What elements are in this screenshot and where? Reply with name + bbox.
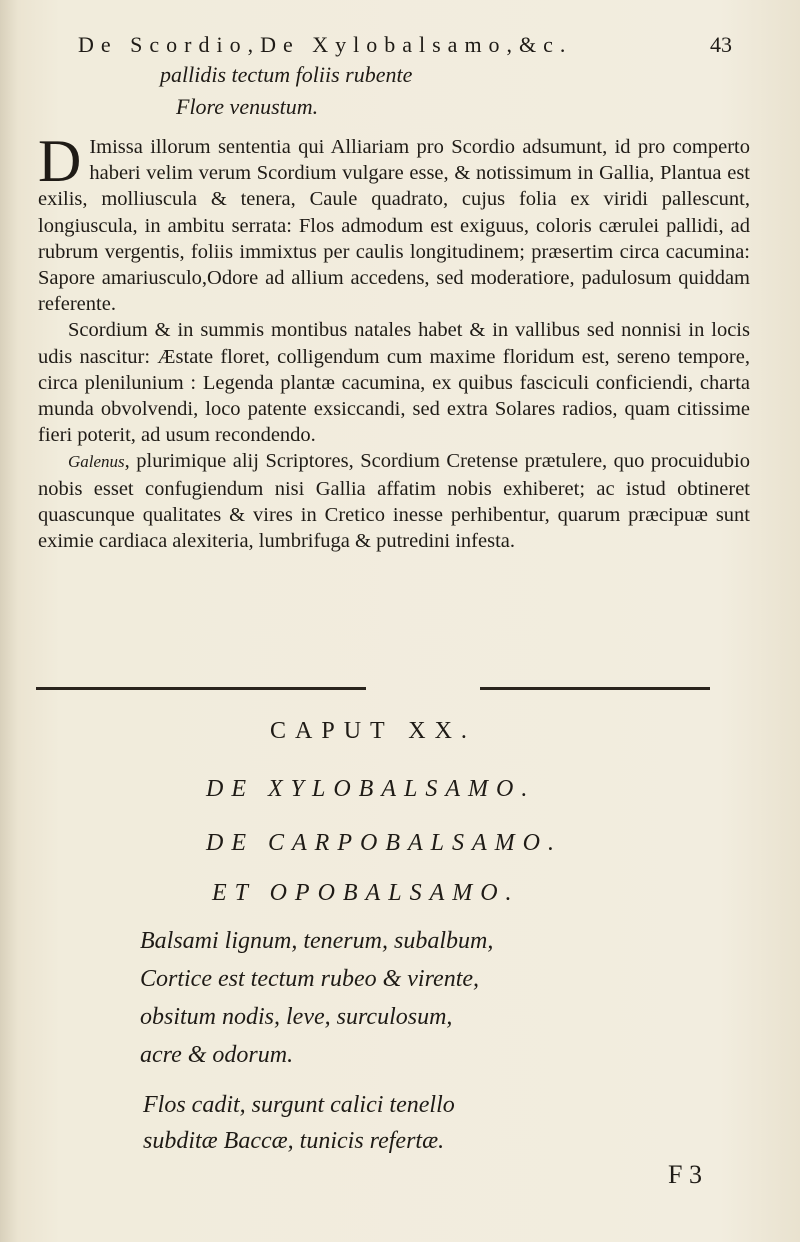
verse-line-4: acre & odorum. [140,1042,294,1068]
chapter-number: CAPUT XX. [270,718,476,744]
author-name: Galenus [68,452,125,472]
paragraph-1-text: Imissa illorum sententia qui Alliariam pro Scordio adsumunt, id pro comperto haberi velim verum Scordium vulgare esse, & notissimum in Gallia, Plantua est exilis, molliuscula & tenera, Caule quadrato, cujus folia ex viridi pallescunt, longiuscula, in ambitu serrata: Flos admodum est exiguus, coloris cærulei pallidi, ad rubrum vergentis, foliis immixtus per caulis longitudinem; præsertim circa cacumina: Sapore amariusculo,Odore ad allium accedens, sed moderatiore, padulosum quiddam referente. [38,136,750,316]
chapter-heading-3: ET OPOBALSAMO. [212,880,520,906]
signature-mark: F 3 [668,1160,702,1189]
paragraph-1 [38,128,750,317]
running-head: De Scordio,De Xylobalsamo,&c. [78,32,573,57]
paragraph-3-text: , plurimique alij Scriptores, Scordium Cretense prætulere, quo procuidubio nobis esset confugiendum nisi Gallia affatim nobis exhiberet; ac istud obtineret quascunque qualitates & vires in Cretico inesse perhibentur, quarum præcipuæ sunt eximie cardiaca alexiteria, lumbrifuga & putredini infesta. [38,450,750,553]
intro-verse-line-1: pallidis tectum foliis rubente [160,62,413,87]
drop-cap: D [38,128,82,194]
verse-line-2: Cortice est tectum rubeo & virente, [140,966,480,992]
section-rule-right [480,687,710,690]
paragraph-2: Scordium & in summis montibus natales habet & in vallibus sed nonnisi in locis udis nascitur: Æstate floret, colligendum cum maxime floridum est, sereno tempore, circa plenilunium : Legenda plantæ cacumina, ex quibus fasciculi conficiendi, charta munda obvolvendi, loco patente exsiccandi, sed extra Solares radios, quam citissime fieri poterit, ad usum recondendo. [38,319,750,447]
chapter-heading-1: DE XYLOBALSAMO. [206,776,536,802]
page-number: 43 [710,32,732,57]
section-rule-left [36,687,366,690]
verse-line-5: Flos cadit, surgunt calici tenello [143,1092,455,1118]
verse-line-3: obsitum nodis, leve, surculosum, [140,1004,453,1030]
chapter-heading-2: DE CARPOBALSAMO. [206,830,562,856]
verse-line-6: subditæ Baccæ, tunicis refertæ. [143,1128,445,1154]
intro-verse-line-2: Flore venustum. [176,94,319,119]
body-text [38,128,750,554]
paragraph-3 [38,448,750,554]
verse-line-1: Balsami lignum, tenerum, subalbum, [140,928,494,954]
